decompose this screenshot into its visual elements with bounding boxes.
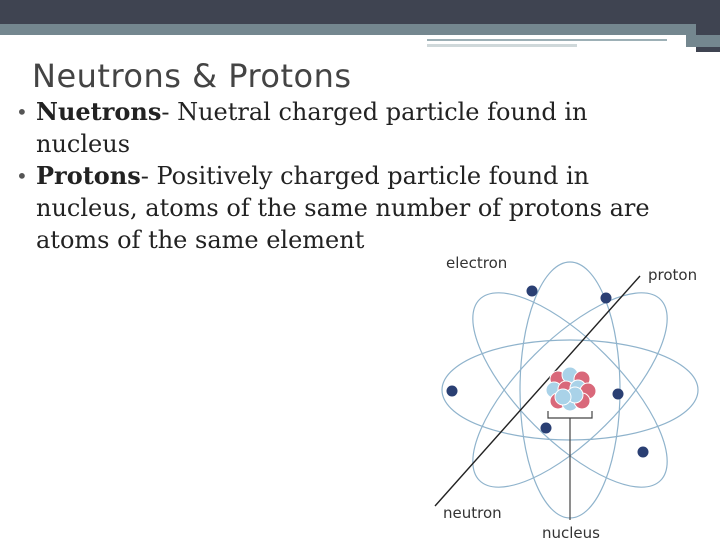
nucleus-bracket	[548, 411, 592, 418]
page-title: Neutrons & Protons	[32, 57, 352, 95]
electron-dot	[527, 286, 538, 297]
neutron-ball	[555, 389, 571, 405]
nucleus-cluster	[546, 367, 596, 411]
label-nucleus: nucleus	[542, 524, 600, 540]
title-rule	[427, 39, 667, 41]
electron-dot	[601, 293, 612, 304]
bullet-marker: •	[16, 100, 28, 124]
electron-dot	[447, 386, 458, 397]
electron-dot	[613, 389, 624, 400]
bullet-text: - Nuetral charged particle found in nucleus	[36, 98, 588, 158]
bullet-term: Nuetrons	[36, 97, 162, 126]
electron-dot	[638, 447, 649, 458]
label-neutron: neutron	[443, 504, 502, 522]
bullet-text: - Positively charged particle found in nucleus, atoms of the same number of protons are atoms of the same element	[36, 162, 650, 254]
label-proton: proton	[648, 266, 698, 284]
atom-diagram	[430, 248, 720, 540]
header-corner-accent	[686, 35, 720, 47]
bullet-marker: •	[16, 164, 28, 188]
header-accent-band	[0, 24, 720, 35]
header-band	[0, 0, 720, 24]
pointer-line	[435, 276, 640, 506]
bullet-list	[16, 96, 656, 256]
bullet-item-neutrons	[16, 96, 656, 160]
title-rule-secondary	[427, 44, 577, 47]
electron-group	[447, 286, 649, 458]
bullet-term: Protons	[36, 161, 141, 190]
label-electron: electron	[446, 254, 508, 272]
electron-dot	[541, 423, 552, 434]
bullet-item-protons	[16, 160, 656, 256]
